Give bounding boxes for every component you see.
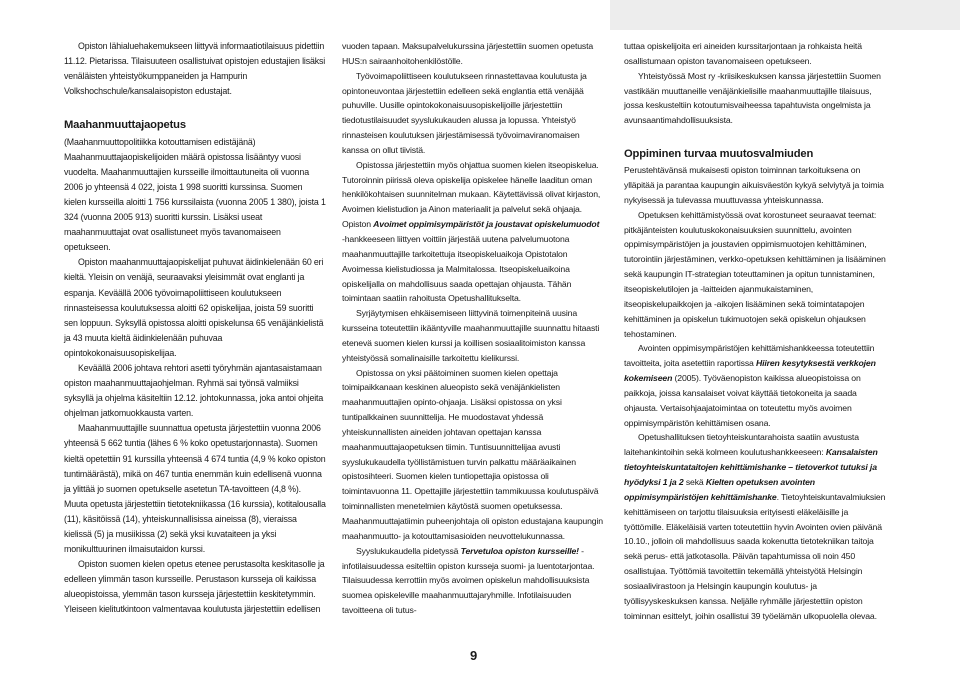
top-band (0, 0, 960, 30)
report-title: Hiiren kesytyksestä verkkojen kokemiseen (624, 358, 876, 384)
paragraph: Opistossa on yksi päätoiminen suomen kielen opettaja toimipaikkanaan keskinen alueopisto sekä venäjänkielisten maahanmuuttajien opinto-ohjaaja. Lisäksi opistossa on yksi tuntipalkkainen suunnittelija. He muodostavat yhdessä yhteiskunnallisten aineiden johtavan opettajan kanssa maahanmuuttajaopetuksen tiimin. Tuntisuunnittelijaa avusti syyslukukaudella työllistämistuen turvin palkattu määräaikainen opistosihteeri. Suomen kielen tuntiopettajia opistossa oli toimintavuonna 11. Opettajille järjestettiin tammikuussa koulutuspäivä toiminnallisten menetelmien käytöstä suomen opetuksessa. Maahanmuuttajatiimin puheenjohtaja oli opiston edustajana kaupungin maahanmuutto- ja kotouttamisasioiden neuvottelukunnassa. (342, 367, 603, 541)
paragraph: Työvoimapoliittiseen koulutukseen rinnastettavaa koulutusta ja opintoneuvontaa järjestettiin edelleen sekä englantia että venäjää puhuville. Uusille opintokokonaisuusopiskelijoille järjestettiin tiedotustilaisuudet syyslukukauden alussa ja lopussa. Yhteistyö rinnasteisen koulutuksen järjestämisessä työvoimaviranomaisen kanssa on ollut tiivistä. (342, 70, 587, 155)
project-name: Avoimet oppimisympäristöt ja joustavat opiskelumuodot (373, 219, 600, 230)
event-name: Tervetuloa opiston kursseille! (460, 545, 579, 556)
paragraph: vuoden tapaan. Maksupalvelukurssina järjestettiin suomen opetusta HUS:n sairaanhoitohenkilöstölle. (342, 41, 594, 66)
project-name: Kansalaisten tietoyhteiskuntataitojen kehittämishanke – tietoverkot tutuksi ja hyödyksi 1 ja 2 (624, 447, 878, 487)
column-3 (624, 39, 886, 623)
paragraph: Yhteistyössä Most ry -kriisikeskuksen kanssa järjestettiin Suomen vastikään muuttaneille venäjänkielisille maahanmuuttajille tilaisuus, jossa keskusteltiin kotoutumisvaiheessa tapahtuvista ongelmista ja avunsaantimahdollisuuksista. (624, 70, 881, 126)
section-heading: Oppiminen turvaa muutosvalmiuden (624, 147, 814, 160)
page-number: 9 (470, 648, 478, 663)
paragraph: Opistossa järjestettiin myös ohjattua suomen kielen itseopiskelua. Tutoroinnin piirissä oleva opiskelija opiskelee hänelle laaditun oman henkilökohtaisen suunnitelman mukaan. Käytettävissä olivat kirjaston, Avoimen kielistudion ja Ainon materiaalit ja palvelut sekä ohjaaja. Opiston Avoimet oppimisympäristöt ja joustavat opiskelumuodot -hankkeeseen liittyen voittiin järjestää uutena palvelumuotona maahanmuuttajille tarkoitettuja itseopiskeluaikoja Opistotalon Avoimessa kielistudiossa ja Malmitalossa. Itseopiskeluaikoina opiskelijalla on mahdollisuus saada opettajan ohjausta. Tähän toimintaan saatiin rahoitusta Opetushallitukselta. (342, 159, 601, 304)
paragraph: Syyslukukaudella pidetyssä Tervetuloa opiston kursseille! -infotilaisuudessa esiteltiin opiston kursseja suomi- ja luentotarjontaa. Tilaisuudessa kerrottiin myös avoimen opiskelun mahdollisuuksista suomea opiskeleville maahanmuuttajaryhmille. Infotilaisuuden tavoitteena oli tutus- (342, 545, 595, 616)
paragraph: Perustehtävänsä mukaisesti opiston toiminnan tarkoituksena on ylläpitää ja parantaa kaupungin aikuisväestön kykyä selviytyä ja toimia nykyisessä ja tulevassa muuttuvassa yhteiskunnassa. (624, 165, 884, 205)
column-1 (64, 39, 326, 618)
paragraph: tuttaa opiskelijoita eri aineiden kurssitarjontaan ja rohkaista heitä osallistumaan opiston tavanomaiseen opetukseen. (624, 41, 862, 66)
paragraph: Keväällä 2006 johtava rehtori asetti työryhmän ajantasaistamaan opiston maahanmuuttajaohjelman. Ryhmä sai työnsä valmiiksi syksyllä ja ohjelma käsiteltiin 12.12. johtokunnassa, joka antoi ohjeita ohjelman jatkomuokkausta varten. (64, 362, 324, 419)
section-heading: Maahanmuuttajaopetus (64, 118, 186, 131)
paragraph: Avointen oppimisympäristöjen kehittämishankkeessa toteutettiin tavoitteita, joita asetettiin raportissa Hiiren kesytyksestä verkkojen kokemiseen (2005). Työväenopiston kaikissa alueopistoissa on paikkoja, joissa kansalaiset voivat käyttää tietokoneita ja saada ohjausta. Vertaisohjaajatoimintaa on toteutettu myös avoimen oppimisympäristön kehittämisen osana. (624, 343, 876, 428)
paragraph: Opiston suomen kielen opetus etenee perustasolta keskitasolle ja edelleen ylimmän tason kursseille. Perustason kursseja oli kaikissa alueopistoissa, ylemmän tason kursseja järjestettiin keskitetymmin. Yleiseen kielitutkintoon valmentavaa koulutusta järjestettiin edellisen (64, 559, 325, 615)
paragraph: Syrjäytymisen ehkäisemiseen liittyvinä toimenpiteinä uusina kursseina toteutettiin ikääntyville maahanmuuttajille suunnattu hitaasti etenevä suomen kielen kurssi ja koillisen sosiaalitoimiston kanssa yhteistyössä somalinaisille tarkoitettu kielikurssi. (342, 308, 600, 363)
paragraph: Opetuksen kehittämistyössä ovat korostuneet seuraavat teemat: pitkäjänteisten koulutuskokonaisuuksien suunnittelu, avointen oppimisympäristöjen ja joustavien oppimismuotojen kehittäminen, tutorointiin järjestäminen, verkko-opetuksen kehittäminen ja lisääminen sekä kaupungin IT-strategian toteuttaminen ja opitun tunnistaminen, itseopiskelutilojen ja -laitteiden ajanmukaistaminen, itseopiskelupaikkojen ja -aikojen lisääminen sekä toimintatapojen kehittäminen ja opiskelun tukimuotojen sekä opiskelun ohjauksen tehostaminen. (624, 209, 886, 339)
paragraph: Opetushallituksen tietoyhteiskuntarahoista saatiin avustusta laitehankintoihin sekä kolmeen koulutushankkeeseen: Kansalaisten tietoyhteiskuntataitojen kehittämishanke – tietoverkot tutuksi ja hyödyksi 1 ja 2 sekä Kielten opetuksen avointen oppimisympäristöjen kehittämishanke. Tietoyhteiskuntavalmiuksien kehittämiseen on tarjottu tilaisuuksia erityisesti eläkeläisille ja työttömille. Eläkeläisiä varten toteutettiin hyvin Avointen ovien päivänä 10.10., jolloin oli mahdollisuus saada kokenutta tietotekniikan taitoja sekä perus- että jatkotasolla. Päivän tapahtumissa oli noin 450 osallistujaa. Työttömiä tavoitettiin tekemällä yhteistyötä Helsingin sosiaalivirastoon ja Helsingin kaupungin koulutus- ja työllisyyskeskuksen kanssa. Neljälle ryhmälle järjestettiin opiston toiminnan esittelyt, joihin osallistui 39 työelämän ulkopuolella olevaa. (624, 432, 886, 621)
paragraph: Maahanmuuttajille suunnattua opetusta järjestettiin vuonna 2006 yhteensä 5 662 tuntia (lähes 6 % koko opetustarjonnasta). Suomen kieltä opetettiin 91 kurssilla yhteensä 4 674 tuntia (4,9 % koko opiston tuntimäärästä), mikä on 467 tuntia enemmän kuin edellisenä vuonna ja ylittää jo suomen opetukselle asetetun TA-tavoitteen (4,8 %). Muuta opetusta järjestettiin tietotekniikassa (16 kurssia), kotitalousalla (11), käsitöissä (14), yhteiskunnallisissa aineissa (8), vieraissa kielissä (5) ja musiikissa (2) sekä yksi kuvataiteen ja yksi monikulttuurinen ilmaisutaidon kurssi. (64, 423, 326, 555)
project-name: Kielten opetuksen avointen oppimisympäristöjen kehittämishanke (624, 476, 815, 502)
paragraph: (Maahanmuuttopolitiikka kotouttamisen edistäjänä) Maahanmuuttajaopiskelijoiden määrä opistossa lisääntyy vuosi vuodelta. Maahanmuuttajien kursseille ilmoittautuneita oli vuonna 2006 jo yhteensä 4 022, joista 1 998 suoritti kurssinsa. Suomen kielen kursseilla aloitti 1 756 kurssilaista (vuonna 2005 1 380), joista 1 324 (vuonna 2005 913) suoritti kurssin. Lisäksi useat maahanmuuttajat ovat osallistuneet myös tavanomaiseen opetukseen. (64, 136, 326, 253)
paragraph: Opiston lähialuehakemukseen liittyvä informaatiotilaisuus pidettiin 11.12. Pietarissa. Tilaisuuteen osallistuivat opistojen edustajien lisäksi venäläisten yhteistyökumppaneiden ja Hampurin Volkshochschule/kansalaisopiston edustajat. (64, 41, 326, 97)
paragraph: Opiston maahanmuuttajaopiskelijat puhuvat äidinkielenään 60 eri kieltä. Yleisin on venäjä, seuraavaksi yleisimmät ovat englanti ja espanja. Keväällä 2006 työvoimapoliittiseen koulutukseen rinnasteisessa koulutuksessa aloitti 62 opiskelijaa, joista 59 suoritti sen loppuun. Syksyllä opistossa aloitti opiskelunsa 65 venäjänkielistä ja 43 muuta kieltä äidinkielenään puhuvaa opintokokonaisuusopiskelijaa. (64, 257, 324, 358)
column-2 (342, 39, 604, 618)
